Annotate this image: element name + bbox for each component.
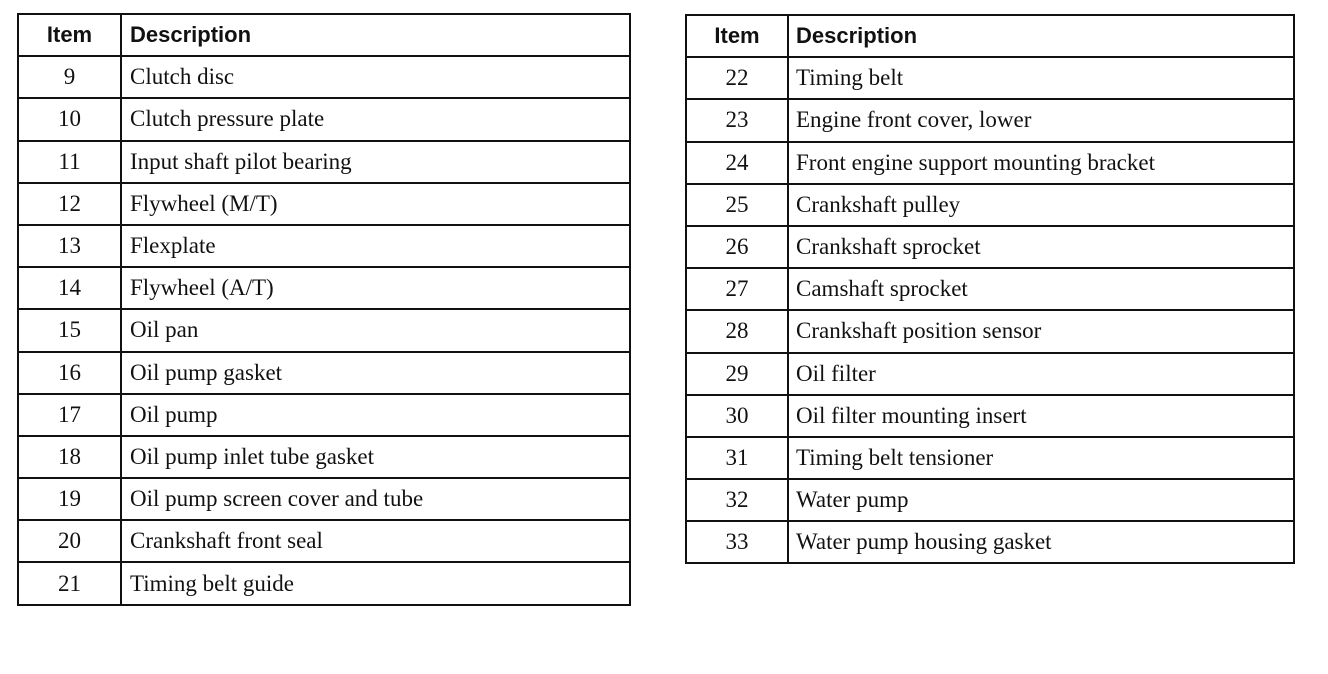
item-description: Clutch pressure plate bbox=[121, 98, 630, 140]
table-row bbox=[686, 99, 1294, 141]
item-description: Front engine support mounting bracket bbox=[788, 142, 1294, 184]
table-row bbox=[686, 521, 1294, 563]
item-number: 30 bbox=[686, 395, 788, 437]
table-row bbox=[18, 520, 630, 562]
item-description: Clutch disc bbox=[121, 56, 630, 98]
parts-table-left bbox=[17, 13, 631, 606]
item-number: 9 bbox=[18, 56, 121, 98]
table-row bbox=[18, 267, 630, 309]
item-number: 32 bbox=[686, 479, 788, 521]
header-item: Item bbox=[686, 15, 788, 57]
item-description: Oil pump gasket bbox=[121, 352, 630, 394]
item-description: Engine front cover, lower bbox=[788, 99, 1294, 141]
item-description: Timing belt bbox=[788, 57, 1294, 99]
table-row bbox=[18, 478, 630, 520]
item-description: Water pump bbox=[788, 479, 1294, 521]
item-number: 16 bbox=[18, 352, 121, 394]
item-description: Flywheel (A/T) bbox=[121, 267, 630, 309]
item-number: 17 bbox=[18, 394, 121, 436]
table-row bbox=[18, 394, 630, 436]
item-description: Oil pump bbox=[121, 394, 630, 436]
table-row bbox=[686, 184, 1294, 226]
table-row bbox=[18, 183, 630, 225]
item-description: Camshaft sprocket bbox=[788, 268, 1294, 310]
item-number: 10 bbox=[18, 98, 121, 140]
table-row bbox=[18, 436, 630, 478]
item-number: 28 bbox=[686, 310, 788, 352]
table-row bbox=[18, 562, 630, 604]
parts-table-right bbox=[685, 14, 1295, 564]
item-number: 20 bbox=[18, 520, 121, 562]
item-number: 13 bbox=[18, 225, 121, 267]
table-row bbox=[18, 141, 630, 183]
table-row bbox=[686, 310, 1294, 352]
item-number: 23 bbox=[686, 99, 788, 141]
item-description: Input shaft pilot bearing bbox=[121, 141, 630, 183]
item-number: 27 bbox=[686, 268, 788, 310]
item-number: 24 bbox=[686, 142, 788, 184]
header-item: Item bbox=[18, 14, 121, 56]
item-number: 11 bbox=[18, 141, 121, 183]
item-description: Oil pan bbox=[121, 309, 630, 351]
item-number: 21 bbox=[18, 562, 121, 604]
header-description: Description bbox=[121, 14, 630, 56]
item-number: 25 bbox=[686, 184, 788, 226]
item-number: 15 bbox=[18, 309, 121, 351]
item-number: 22 bbox=[686, 57, 788, 99]
table-row bbox=[18, 56, 630, 98]
item-description: Flexplate bbox=[121, 225, 630, 267]
table-row bbox=[18, 352, 630, 394]
table-row bbox=[18, 309, 630, 351]
item-number: 31 bbox=[686, 437, 788, 479]
table-row bbox=[686, 57, 1294, 99]
item-number: 26 bbox=[686, 226, 788, 268]
item-number: 14 bbox=[18, 267, 121, 309]
item-description: Crankshaft sprocket bbox=[788, 226, 1294, 268]
item-description: Crankshaft pulley bbox=[788, 184, 1294, 226]
item-description: Crankshaft front seal bbox=[121, 520, 630, 562]
header-row bbox=[18, 14, 630, 56]
item-number: 33 bbox=[686, 521, 788, 563]
item-number: 12 bbox=[18, 183, 121, 225]
table-row bbox=[686, 437, 1294, 479]
table-row bbox=[686, 142, 1294, 184]
table-row bbox=[686, 353, 1294, 395]
table-row bbox=[686, 395, 1294, 437]
table-row bbox=[18, 225, 630, 267]
header-description: Description bbox=[788, 15, 1294, 57]
table-row bbox=[686, 479, 1294, 521]
item-description: Timing belt tensioner bbox=[788, 437, 1294, 479]
item-description: Timing belt guide bbox=[121, 562, 630, 604]
header-row bbox=[686, 15, 1294, 57]
item-number: 29 bbox=[686, 353, 788, 395]
table-row bbox=[18, 98, 630, 140]
item-description: Crankshaft position sensor bbox=[788, 310, 1294, 352]
table-row bbox=[686, 226, 1294, 268]
item-description: Oil pump inlet tube gasket bbox=[121, 436, 630, 478]
item-description: Oil filter bbox=[788, 353, 1294, 395]
item-description: Water pump housing gasket bbox=[788, 521, 1294, 563]
table-row bbox=[686, 268, 1294, 310]
item-description: Flywheel (M/T) bbox=[121, 183, 630, 225]
item-number: 18 bbox=[18, 436, 121, 478]
item-description: Oil filter mounting insert bbox=[788, 395, 1294, 437]
item-description: Oil pump screen cover and tube bbox=[121, 478, 630, 520]
item-number: 19 bbox=[18, 478, 121, 520]
